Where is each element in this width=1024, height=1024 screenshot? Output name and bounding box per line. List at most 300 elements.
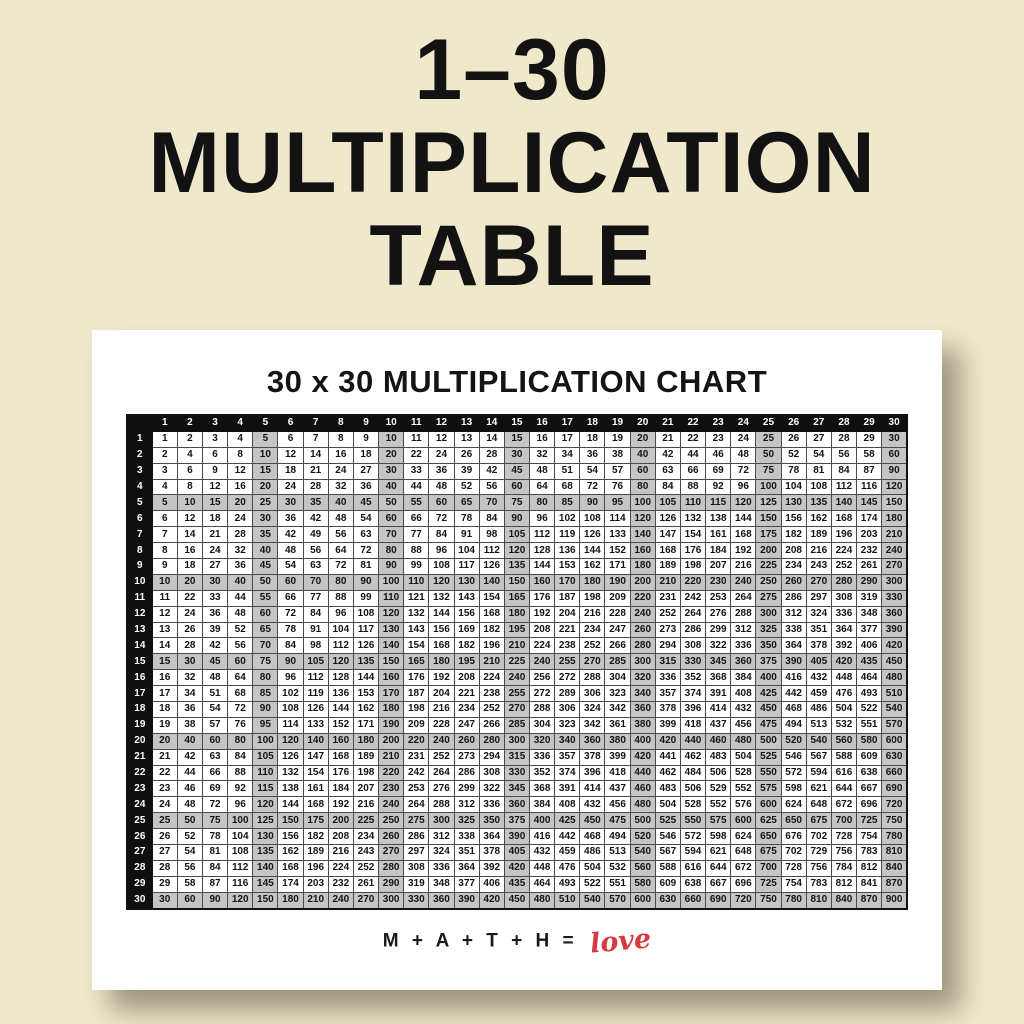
table-cell: 32 <box>228 543 253 559</box>
table-cell: 725 <box>756 876 781 892</box>
table-cell: 72 <box>228 702 253 718</box>
table-cell: 594 <box>806 765 831 781</box>
table-cell: 784 <box>831 860 856 876</box>
table-cell: 145 <box>857 495 882 511</box>
table-cell: 228 <box>605 606 630 622</box>
table-row <box>127 511 907 527</box>
table-cell: 480 <box>882 670 907 686</box>
table-cell: 504 <box>831 702 856 718</box>
table-cell: 650 <box>756 829 781 845</box>
table-cell: 594 <box>680 845 705 861</box>
table-row <box>127 495 907 511</box>
table-cell: 117 <box>454 559 479 575</box>
table-cell: 4 <box>228 431 253 447</box>
table-cell: 96 <box>731 479 756 495</box>
table-cell: 448 <box>530 860 555 876</box>
row-header-cell: 1 <box>127 431 152 447</box>
table-cell: 88 <box>228 765 253 781</box>
table-cell: 28 <box>228 527 253 543</box>
table-cell: 128 <box>530 543 555 559</box>
table-cell: 546 <box>655 829 680 845</box>
table-cell: 273 <box>655 622 680 638</box>
table-cell: 408 <box>555 797 580 813</box>
page-title-line-3: TABLE <box>369 207 655 304</box>
table-cell: 207 <box>706 559 731 575</box>
table-cell: 638 <box>680 876 705 892</box>
table-cell: 513 <box>605 845 630 861</box>
math-equation-text: M + A + T + H = <box>382 930 578 952</box>
table-cell: 168 <box>278 860 303 876</box>
table-cell: 575 <box>756 781 781 797</box>
table-cell: 48 <box>177 797 202 813</box>
table-cell: 34 <box>177 686 202 702</box>
table-cell: 220 <box>379 765 404 781</box>
table-cell: 108 <box>580 511 605 527</box>
table-cell: 125 <box>756 495 781 511</box>
table-row <box>127 781 907 797</box>
table-cell: 325 <box>756 622 781 638</box>
table-cell: 330 <box>882 590 907 606</box>
table-cell: 870 <box>857 892 882 908</box>
table-cell: 168 <box>479 606 504 622</box>
table-cell: 432 <box>530 845 555 861</box>
table-cell: 247 <box>605 622 630 638</box>
table-cell: 405 <box>806 654 831 670</box>
table-cell: 48 <box>328 511 353 527</box>
table-cell: 459 <box>806 686 831 702</box>
table-cell: 30 <box>278 495 303 511</box>
row-header-cell: 17 <box>127 686 152 702</box>
table-row <box>127 431 907 447</box>
table-cell: 96 <box>429 543 454 559</box>
table-cell: 288 <box>731 606 756 622</box>
table-cell: 144 <box>580 543 605 559</box>
table-cell: 39 <box>454 463 479 479</box>
table-cell: 567 <box>806 749 831 765</box>
table-cell: 200 <box>328 813 353 829</box>
table-cell: 672 <box>731 860 756 876</box>
table-cell: 616 <box>831 765 856 781</box>
table-cell: 160 <box>530 574 555 590</box>
table-row <box>127 559 907 575</box>
table-cell: 24 <box>328 463 353 479</box>
table-cell: 270 <box>882 559 907 575</box>
table-cell: 377 <box>857 622 882 638</box>
table-cell: 609 <box>857 749 882 765</box>
table-cell: 250 <box>379 813 404 829</box>
table-cell: 69 <box>202 781 227 797</box>
table-cell: 154 <box>680 527 705 543</box>
col-header-cell: 29 <box>857 415 882 431</box>
table-cell: 10 <box>253 447 278 463</box>
table-cell: 484 <box>680 765 705 781</box>
table-wrapper <box>126 414 908 910</box>
table-cell: 48 <box>278 543 303 559</box>
table-cell: 528 <box>680 797 705 813</box>
table-cell: 210 <box>303 892 328 908</box>
table-cell: 92 <box>706 479 731 495</box>
table-cell: 63 <box>353 527 378 543</box>
table-cell: 392 <box>479 860 504 876</box>
table-cell: 729 <box>806 845 831 861</box>
table-cell: 600 <box>630 892 655 908</box>
table-cell: 10 <box>379 431 404 447</box>
row-header-cell: 13 <box>127 622 152 638</box>
table-cell: 28 <box>177 638 202 654</box>
table-cell: 189 <box>303 845 328 861</box>
table-cell: 391 <box>706 686 731 702</box>
table-cell: 72 <box>353 543 378 559</box>
table-cell: 275 <box>756 590 781 606</box>
table-cell: 27 <box>353 463 378 479</box>
table-cell: 6 <box>177 463 202 479</box>
table-cell: 75 <box>253 654 278 670</box>
table-cell: 26 <box>781 431 806 447</box>
table-cell: 13 <box>454 431 479 447</box>
table-cell: 420 <box>655 733 680 749</box>
table-cell: 216 <box>806 543 831 559</box>
table-cell: 696 <box>731 876 756 892</box>
col-header-cell: 28 <box>831 415 856 431</box>
table-cell: 810 <box>806 892 831 908</box>
table-cell: 87 <box>202 876 227 892</box>
table-cell: 621 <box>806 781 831 797</box>
table-cell: 150 <box>278 813 303 829</box>
table-cell: 20 <box>228 495 253 511</box>
table-cell: 130 <box>253 829 278 845</box>
table-cell: 154 <box>303 765 328 781</box>
table-cell: 65 <box>253 622 278 638</box>
table-cell: 195 <box>454 654 479 670</box>
table-row <box>127 702 907 718</box>
table-cell: 6 <box>152 511 177 527</box>
table-cell: 50 <box>756 447 781 463</box>
table-cell: 20 <box>253 479 278 495</box>
table-cell: 198 <box>680 559 705 575</box>
table-cell: 49 <box>303 527 328 543</box>
table-cell: 306 <box>555 702 580 718</box>
table-cell: 184 <box>328 781 353 797</box>
table-cell: 84 <box>303 606 328 622</box>
row-header-cell: 24 <box>127 797 152 813</box>
table-cell: 400 <box>756 670 781 686</box>
table-cell: 104 <box>228 829 253 845</box>
col-header-cell: 19 <box>605 415 630 431</box>
table-cell: 504 <box>655 797 680 813</box>
table-cell: 253 <box>404 781 429 797</box>
row-header-cell: 11 <box>127 590 152 606</box>
table-cell: 288 <box>530 702 555 718</box>
table-cell: 52 <box>177 829 202 845</box>
table-cell: 110 <box>404 574 429 590</box>
table-cell: 208 <box>530 622 555 638</box>
table-cell: 84 <box>479 511 504 527</box>
table-cell: 26 <box>152 829 177 845</box>
table-cell: 8 <box>228 447 253 463</box>
table-cell: 500 <box>630 813 655 829</box>
table-cell: 60 <box>253 606 278 622</box>
table-cell: 273 <box>454 749 479 765</box>
table-cell: 90 <box>253 702 278 718</box>
table-cell: 348 <box>429 876 454 892</box>
col-header-cell: 2 <box>177 415 202 431</box>
table-cell: 96 <box>278 670 303 686</box>
table-cell: 108 <box>353 606 378 622</box>
row-header-cell: 22 <box>127 765 152 781</box>
table-cell: 18 <box>177 559 202 575</box>
table-cell: 15 <box>253 463 278 479</box>
table-header-row <box>127 415 907 431</box>
table-cell: 375 <box>756 654 781 670</box>
table-cell: 338 <box>781 622 806 638</box>
table-cell: 30 <box>253 511 278 527</box>
table-cell: 240 <box>882 543 907 559</box>
table-cell: 754 <box>781 876 806 892</box>
table-cell: 190 <box>605 574 630 590</box>
table-cell: 900 <box>882 892 907 908</box>
table-cell: 26 <box>177 622 202 638</box>
table-cell: 180 <box>278 892 303 908</box>
table-cell: 121 <box>404 590 429 606</box>
table-cell: 180 <box>882 511 907 527</box>
table-cell: 624 <box>781 797 806 813</box>
table-cell: 207 <box>353 781 378 797</box>
table-cell: 675 <box>756 845 781 861</box>
table-cell: 396 <box>680 702 705 718</box>
table-cell: 162 <box>580 559 605 575</box>
table-cell: 336 <box>530 749 555 765</box>
table-cell: 240 <box>379 797 404 813</box>
table-cell: 80 <box>328 574 353 590</box>
table-cell: 108 <box>278 702 303 718</box>
table-cell: 340 <box>630 686 655 702</box>
table-cell: 286 <box>680 622 705 638</box>
table-cell: 312 <box>731 622 756 638</box>
table-cell: 9 <box>353 431 378 447</box>
table-cell: 408 <box>731 686 756 702</box>
table-cell: 187 <box>555 590 580 606</box>
table-cell: 63 <box>655 463 680 479</box>
table-row <box>127 892 907 908</box>
table-row <box>127 813 907 829</box>
table-cell: 100 <box>379 574 404 590</box>
table-cell: 420 <box>504 860 529 876</box>
col-header-cell: 21 <box>655 415 680 431</box>
table-cell: 51 <box>555 463 580 479</box>
table-cell: 841 <box>857 876 882 892</box>
table-cell: 351 <box>454 845 479 861</box>
table-cell: 180 <box>580 574 605 590</box>
table-cell: 80 <box>253 670 278 686</box>
table-cell: 432 <box>580 797 605 813</box>
table-cell: 300 <box>882 574 907 590</box>
table-cell: 315 <box>655 654 680 670</box>
table-cell: 156 <box>278 829 303 845</box>
table-cell: 480 <box>530 892 555 908</box>
table-cell: 232 <box>857 543 882 559</box>
table-cell: 85 <box>253 686 278 702</box>
table-cell: 36 <box>177 702 202 718</box>
table-cell: 168 <box>328 749 353 765</box>
table-cell: 24 <box>731 431 756 447</box>
table-cell: 351 <box>806 622 831 638</box>
table-cell: 272 <box>555 670 580 686</box>
table-cell: 76 <box>228 717 253 733</box>
table-cell: 435 <box>857 654 882 670</box>
col-header-cell: 26 <box>781 415 806 431</box>
table-cell: 168 <box>429 638 454 654</box>
table-cell: 140 <box>630 527 655 543</box>
table-cell: 128 <box>328 670 353 686</box>
table-cell: 72 <box>731 463 756 479</box>
table-cell: 156 <box>429 622 454 638</box>
table-cell: 374 <box>555 765 580 781</box>
table-cell: 203 <box>857 527 882 543</box>
table-cell: 130 <box>781 495 806 511</box>
table-row <box>127 765 907 781</box>
table-cell: 126 <box>655 511 680 527</box>
table-cell: 552 <box>706 797 731 813</box>
table-cell: 475 <box>756 717 781 733</box>
table-cell: 320 <box>630 670 655 686</box>
table-cell: 342 <box>580 717 605 733</box>
table-cell: 676 <box>781 829 806 845</box>
table-cell: 204 <box>429 686 454 702</box>
table-cell: 322 <box>706 638 731 654</box>
table-cell: 285 <box>605 654 630 670</box>
row-header-cell: 25 <box>127 813 152 829</box>
table-cell: 456 <box>731 717 756 733</box>
table-cell: 30 <box>379 463 404 479</box>
table-cell: 9 <box>152 559 177 575</box>
table-cell: 288 <box>429 797 454 813</box>
table-cell: 660 <box>882 765 907 781</box>
table-cell: 174 <box>278 876 303 892</box>
table-cell: 304 <box>605 670 630 686</box>
table-cell: 23 <box>152 781 177 797</box>
table-cell: 54 <box>278 559 303 575</box>
table-cell: 192 <box>328 797 353 813</box>
table-cell: 234 <box>781 559 806 575</box>
table-cell: 525 <box>655 813 680 829</box>
table-cell: 12 <box>278 447 303 463</box>
table-cell: 190 <box>379 717 404 733</box>
table-cell: 48 <box>731 447 756 463</box>
table-cell: 650 <box>781 813 806 829</box>
table-cell: 812 <box>831 876 856 892</box>
table-cell: 616 <box>680 860 705 876</box>
table-cell: 336 <box>655 670 680 686</box>
table-cell: 250 <box>756 574 781 590</box>
table-cell: 125 <box>253 813 278 829</box>
table-cell: 35 <box>303 495 328 511</box>
table-cell: 27 <box>806 431 831 447</box>
table-cell: 224 <box>831 543 856 559</box>
table-cell: 300 <box>630 654 655 670</box>
table-cell: 476 <box>555 860 580 876</box>
table-cell: 21 <box>202 527 227 543</box>
table-cell: 176 <box>328 765 353 781</box>
table-cell: 7 <box>152 527 177 543</box>
table-row <box>127 527 907 543</box>
table-cell: 27 <box>202 559 227 575</box>
row-header-cell: 27 <box>127 845 152 861</box>
col-header-cell: 25 <box>756 415 781 431</box>
table-cell: 600 <box>731 813 756 829</box>
table-cell: 144 <box>328 702 353 718</box>
table-cell: 780 <box>781 892 806 908</box>
table-cell: 360 <box>731 654 756 670</box>
table-cell: 189 <box>353 749 378 765</box>
table-cell: 175 <box>303 813 328 829</box>
table-cell: 572 <box>680 829 705 845</box>
table-cell: 85 <box>555 495 580 511</box>
table-cell: 90 <box>882 463 907 479</box>
table-cell: 399 <box>605 749 630 765</box>
table-cell: 108 <box>429 559 454 575</box>
table-cell: 437 <box>706 717 731 733</box>
table-cell: 280 <box>630 638 655 654</box>
table-cell: 336 <box>831 606 856 622</box>
table-cell: 68 <box>228 686 253 702</box>
table-cell: 464 <box>857 670 882 686</box>
table-cell: 51 <box>202 686 227 702</box>
table-cell: 621 <box>706 845 731 861</box>
table-cell: 117 <box>353 622 378 638</box>
table-cell: 29 <box>857 431 882 447</box>
table-cell: 260 <box>781 574 806 590</box>
table-cell: 120 <box>630 511 655 527</box>
table-cell: 100 <box>756 479 781 495</box>
table-cell: 380 <box>630 717 655 733</box>
table-cell: 522 <box>857 702 882 718</box>
table-cell: 11 <box>404 431 429 447</box>
table-cell: 648 <box>731 845 756 861</box>
table-cell: 406 <box>857 638 882 654</box>
table-cell: 368 <box>530 781 555 797</box>
table-cell: 138 <box>706 511 731 527</box>
table-cell: 114 <box>278 717 303 733</box>
table-cell: 441 <box>655 749 680 765</box>
table-cell: 161 <box>303 781 328 797</box>
table-cell: 231 <box>404 749 429 765</box>
table-cell: 252 <box>580 638 605 654</box>
table-cell: 27 <box>152 845 177 861</box>
table-cell: 700 <box>831 813 856 829</box>
table-cell: 55 <box>253 590 278 606</box>
table-cell: 40 <box>177 733 202 749</box>
table-cell: 210 <box>479 654 504 670</box>
table-cell: 78 <box>278 622 303 638</box>
table-cell: 6 <box>278 431 303 447</box>
table-cell: 364 <box>479 829 504 845</box>
table-row <box>127 860 907 876</box>
table-cell: 468 <box>580 829 605 845</box>
table-cell: 7 <box>303 431 328 447</box>
table-cell: 78 <box>781 463 806 479</box>
table-cell: 253 <box>706 590 731 606</box>
table-cell: 289 <box>555 686 580 702</box>
table-cell: 44 <box>177 765 202 781</box>
table-cell: 98 <box>479 527 504 543</box>
table-cell: 644 <box>831 781 856 797</box>
table-cell: 192 <box>429 670 454 686</box>
table-cell: 29 <box>152 876 177 892</box>
row-header-cell: 7 <box>127 527 152 543</box>
table-cell: 112 <box>530 527 555 543</box>
table-cell: 725 <box>857 813 882 829</box>
table-cell: 280 <box>831 574 856 590</box>
